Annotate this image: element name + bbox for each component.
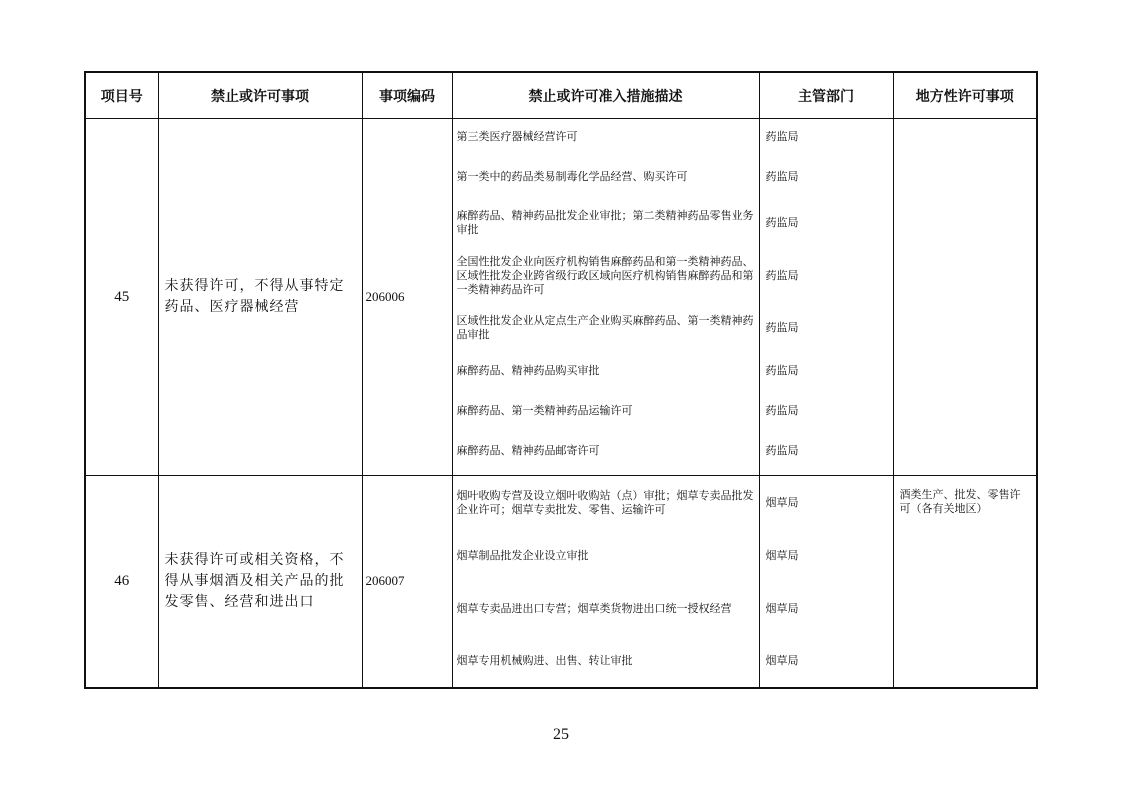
item-name: 未获得许可或相关资格，不得从事烟酒及相关产品的批发零售、经营和进出口 (158, 476, 362, 688)
department-name: 药监局 (765, 216, 799, 229)
measure-description: 第三类医疗器械经营许可 (456, 130, 578, 143)
measure-description: 区域性批发企业从定点生产企业购买麻醉药品、第一类精神药品审批 (456, 314, 754, 341)
item-name: 未获得许可，不得从事特定药品、医疗器械经营 (158, 119, 362, 476)
department-name: 药监局 (765, 444, 799, 457)
department-name: 烟草局 (765, 602, 799, 615)
local-permit-text: 酒类生产、批发、零售许可（各有关地区） (899, 488, 1021, 515)
header-item-number: 项目号 (85, 72, 158, 119)
department-name: 烟草局 (765, 496, 799, 509)
page-number: 25 (553, 726, 569, 743)
department-name: 药监局 (765, 364, 799, 377)
department-name: 药监局 (765, 321, 799, 334)
measure-description: 麻醉药品、精神药品批发企业审批；第二类精神药品零售业务审批 (456, 209, 754, 236)
measure-list (452, 119, 759, 476)
department-name: 药监局 (765, 269, 799, 282)
measure-description: 烟草专用机械购进、出售、转让审批 (456, 654, 633, 667)
local-permit-cell (893, 476, 1037, 688)
item-number: 46 (85, 476, 158, 688)
header-item-name: 禁止或许可事项 (158, 72, 362, 119)
item-code: 206006 (362, 119, 452, 476)
table-row (85, 119, 1037, 476)
department-list (759, 119, 893, 476)
local-permit-text (894, 119, 1037, 131)
item-number: 45 (85, 119, 158, 476)
table-header-row (85, 72, 1037, 119)
department-name: 药监局 (765, 130, 799, 143)
header-item-code: 事项编码 (362, 72, 452, 119)
measure-description: 全国性批发企业向医疗机构销售麻醉药品和第一类精神药品、区域性批发企业跨省级行政区域向医疗机构销售麻醉药品和第一类精神药品许可 (456, 255, 754, 296)
department-name: 烟草局 (765, 549, 799, 562)
measure-description: 烟草专卖品进出口专营；烟草类货物进出口统一授权经营 (456, 602, 732, 615)
measure-description: 第一类中的药品类易制毒化学品经营、购买许可 (456, 170, 688, 183)
header-department: 主管部门 (759, 72, 893, 119)
measure-list (452, 476, 759, 688)
item-code: 206007 (362, 476, 452, 688)
department-name: 烟草局 (765, 654, 799, 667)
header-measure-description: 禁止或许可准入措施描述 (452, 72, 759, 119)
measure-description: 麻醉药品、第一类精神药品运输许可 (456, 404, 633, 417)
measure-description: 烟草制品批发企业设立审批 (456, 549, 589, 562)
measure-description: 麻醉药品、精神药品邮寄许可 (456, 444, 600, 457)
local-permit-cell (893, 119, 1037, 476)
header-local-permit: 地方性许可事项 (893, 72, 1037, 119)
table-row (85, 476, 1037, 688)
department-list (759, 476, 893, 688)
measure-description: 麻醉药品、精神药品购买审批 (456, 364, 600, 377)
department-name: 药监局 (765, 170, 799, 183)
permit-table (84, 71, 1038, 689)
department-name: 药监局 (765, 404, 799, 417)
measure-description: 烟叶收购专营及设立烟叶收购站（点）审批；烟草专卖品批发企业许可；烟草专卖批发、零售、运输许可 (456, 489, 754, 516)
